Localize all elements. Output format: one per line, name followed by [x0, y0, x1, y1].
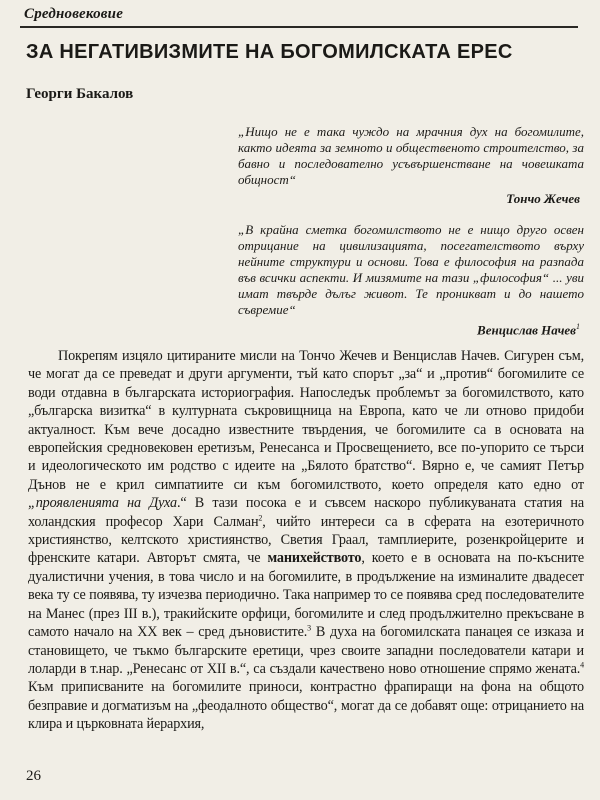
article-author: Георги Бакалов [26, 86, 134, 102]
body-text-run: .“ В тази посока е и съвсем наскоро публикуваната статия на холандския професор Хари Салман [28, 495, 584, 530]
footnote-marker: 3 [307, 623, 311, 633]
body-italic-run: „проявленията на Духа [28, 495, 177, 512]
section-label: Средновековие [24, 6, 124, 22]
attribution-name: Венцислав Начев [477, 322, 576, 338]
section-header [20, 4, 578, 28]
body-text-run: , което е в основата на по-късните дуалистични учения, в това число и на богомилите, в продължение на изминалите двадесет века ту се появява, ту изчезва периодично. Така например то се появява сред последователите на Манес (през III в.), тракийските орфици, богомилите и след продължително прекъсване в самото начало на XX век – сред дъновистите. [28, 550, 584, 641]
body-text-run: Към приписваните на богомилите приноси, контрастно фрапиращи на фона на общото безправие и догматизъм на „феодалното общество“, могат да се добавят още: отрицанието на клира и църковната йерархия, [28, 679, 584, 733]
footnote-marker: 1 [576, 322, 580, 331]
article-title: ЗА НЕГАТИВИЗМИТЕ НА БОГОМИЛСКАТА ЕРЕС [26, 41, 513, 63]
article-body [28, 347, 584, 734]
epigraph-quote-1: „Нищо не е така чуждо на мрачния дух на богомилите, както идеята за земното и общественото строителство, за бавно и последователно усъвършенстване на човешката общност“ [238, 124, 584, 187]
body-bold-run: манихейството [267, 550, 362, 567]
body-text-run: Покрепям изцяло цитираните мисли на Тончо Жечев и Венцислав Начев. Сигурен съм, че могат да се преведат и други аргументи, тъй като спорът „за“ и „против“ богомилите се води отдавна в българската историография. Напоследък проблемът за богомилството, като „българска визитка“ в културната съкровищница на Европа, като че ли отново придоби актуалност. Към вече досадно известните твърдения, че богомилите са в основата на европейския средновековен еретизъм, Ренесанса и Просвещението, все по-упорито се търси и идеологическото им родство с идеите на „Бялото братство“. Вярно е, че самият Петър Дънов не е крил симпатиите си към богомилството, което определя като едно от [28, 348, 584, 493]
epigraph-quote-2: „В крайна сметка богомилството не е нищо друго освен отрицание на цивилизацията, посегателството върху нейните структури и основи. Това е философия на разпада във всички аспекти. И мизямите на тази „философия“ ... уви имат твърде дълъг живот. Те проникват и до нашето съвремие“ [238, 222, 584, 317]
footnote-marker: 2 [258, 512, 263, 522]
page-number: 26 [26, 768, 41, 784]
epigraph-attribution-2 [477, 322, 580, 338]
epigraph-attribution-1: Тончо Жечев [506, 191, 580, 206]
body-text-run: В духа на богомилската панацея се изказа и становището, че тъкмо българските еретици, чрез своите западни последователи катари и лоларди в т.нар. „Ренесанс от XII в.“, са създали качествено ново отношение спрямо жената. [28, 624, 584, 677]
body-text-run: , чийто интереси са в сферата на езотеричното християнство, келтското християнство, Светия Граал, тамплиерите, розенкройцерите и френските катари. Авторът смята, че [28, 513, 585, 567]
footnote-marker: 4 [580, 660, 584, 670]
